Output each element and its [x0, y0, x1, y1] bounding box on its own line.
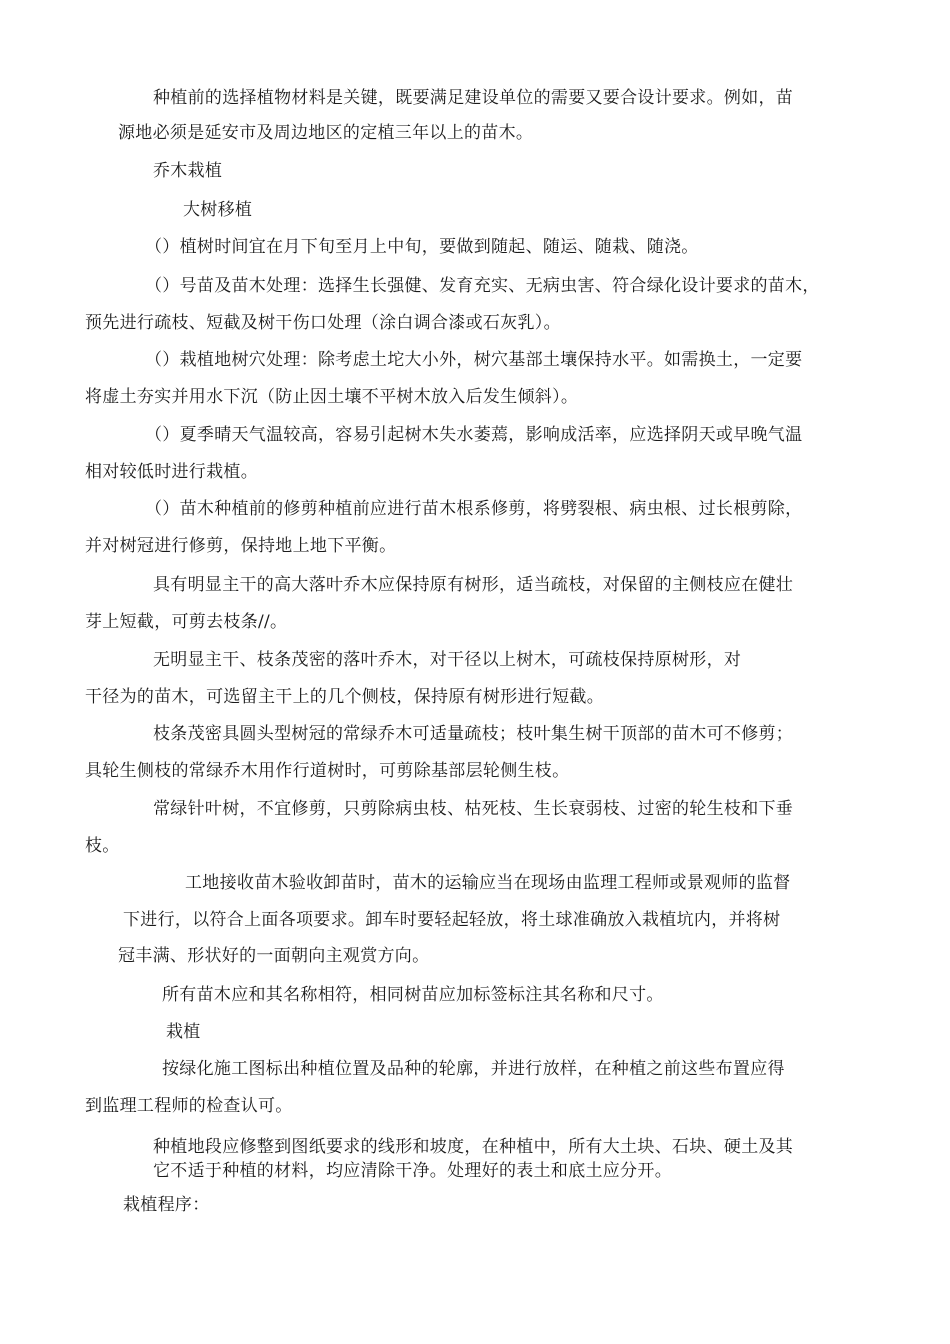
text-line: 栽植程序：	[123, 1195, 210, 1215]
text-line: 将虚土夯实并用水下沉（防止因土壤不平树木放入后发生倾斜）。	[85, 387, 579, 407]
list-item: （）植树时间宜在月下旬至月上中旬，要做到随起、随运、随栽、随浇。	[145, 237, 699, 257]
text-line: 无明显主干、枝条茂密的落叶乔木，对干径以上树木，可疏枝保持原树形，对	[153, 650, 742, 670]
text-line: 它不适于种植的材料，均应清除干净。处理好的表土和底土应分开。	[153, 1161, 672, 1181]
section-heading: 乔木栽植	[153, 161, 223, 181]
text-line: 枝。	[85, 836, 120, 856]
text-line: 种植地段应修整到图纸要求的线形和坡度，在种植中，所有大土块、石块、硬土及其	[153, 1137, 794, 1157]
list-item: （）夏季晴天气温较高，容易引起树木失水萎蔫，影响成活率，应选择阴天或早晚气温	[145, 425, 803, 445]
text-line: 按绿化施工图标出种植位置及品种的轮廓，并进行放样，在种植之前这些布置应得	[162, 1059, 785, 1079]
text-line: 具有明显主干的高大落叶乔木应保持原有树形，适当疏枝，对保留的主侧枝应在健壮	[153, 575, 794, 595]
text-line: 具轮生侧枝的常绿乔木用作行道树时，可剪除基部层轮侧生枝。	[85, 761, 570, 781]
text-line: 相对较低时进行栽植。	[85, 462, 258, 482]
text-line: 下进行，以符合上面各项要求。卸车时要轻起轻放，将土球准确放入栽植坑内，并将树	[123, 910, 781, 930]
list-item: （）栽植地树穴处理：除考虑土坨大小外，树穴基部土壤保持水平。如需换土，一定要	[145, 350, 803, 370]
text-line: 枝条茂密具圆头型树冠的常绿乔木可适量疏枝；枝叶集生树干顶部的苗木可不修剪；	[153, 724, 794, 744]
subsection-heading: 大树移植	[183, 200, 253, 220]
list-item: （）号苗及苗木处理：选择生长强健、发育充实、无病虫害、符合绿化设计要求的苗木，	[145, 276, 820, 296]
text-line: 种植前的选择植物材料是关键，既要满足建设单位的需要又要合设计要求。例如，苗	[153, 88, 794, 108]
text-line: 到监理工程师的检查认可。	[85, 1096, 293, 1116]
text-line: 干径为的苗木，可选留主干上的几个侧枝，保持原有树形进行短截。	[85, 687, 604, 707]
text-line: 工地接收苗木验收卸苗时，苗木的运输应当在现场由监理工程师或景观师的监督	[185, 873, 791, 893]
text-line: 并对树冠进行修剪，保持地上地下平衡。	[85, 536, 397, 556]
list-item: （）苗木种植前的修剪种植前应进行苗木根系修剪，将劈裂根、病虫根、过长根剪除，	[145, 499, 803, 519]
section-heading: 栽植	[166, 1022, 201, 1042]
text-line: 预先进行疏枝、短截及树干伤口处理（涂白调合漆或石灰乳）。	[85, 313, 561, 333]
text-line: 常绿针叶树，不宜修剪，只剪除病虫枝、枯死枝、生长衰弱枝、过密的轮生枝和下垂	[153, 799, 794, 819]
text-line: 源地必须是延安市及周边地区的定植三年以上的苗木。	[118, 123, 534, 143]
text-line: 所有苗木应和其名称相符，相同树苗应加标签标注其名称和尺寸。	[162, 985, 664, 1005]
text-line: 芽上短截，可剪去枝条//。	[85, 612, 288, 632]
text-line: 冠丰满、形状好的一面朝向主观赏方向。	[118, 946, 430, 966]
